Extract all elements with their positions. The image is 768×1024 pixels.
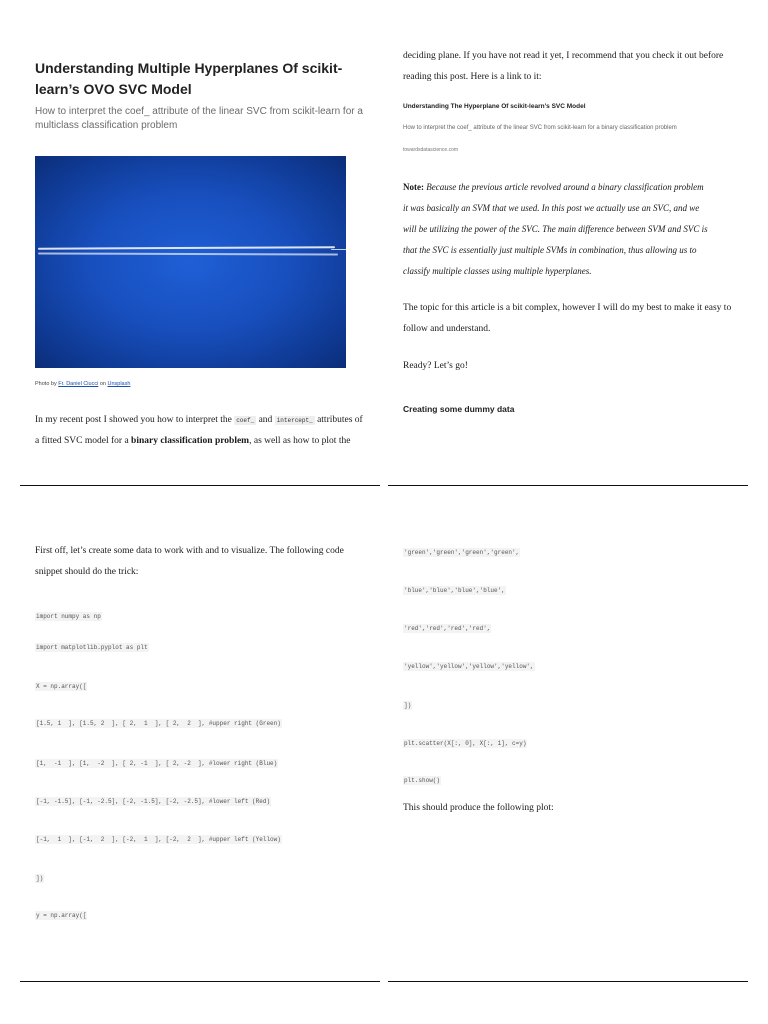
note-label: Note: <box>403 182 424 192</box>
page2-opening <box>403 46 748 88</box>
article-title-block <box>35 58 345 100</box>
photographer-link[interactable]: Fr. Daniel Ciucci <box>58 381 99 387</box>
note-line: will be utilizing the power of the SVC. The main difference between SVM and SVC is <box>403 224 708 234</box>
code-line: import matplotlib.pyplot as plt <box>36 644 148 651</box>
page-divider <box>20 981 380 982</box>
code-line: 'blue','blue','blue','blue', <box>404 587 505 594</box>
note-line: that the SVC is essentially just multiple SVMs in combination, thus allowing us to <box>403 245 697 255</box>
inline-code-coef: coef_ <box>236 417 255 424</box>
code-line: plt.scatter(X[:, 0], X[:, 1], c=y) <box>404 740 527 747</box>
contrail-tip <box>331 249 346 250</box>
page-divider <box>388 485 748 486</box>
note-line: Because the previous article revolved around a binary classification problem <box>424 182 704 192</box>
code-line: X = np.array([ <box>36 683 87 690</box>
body-line: First off, let’s create some data to work with and to visualize. The following code <box>35 546 344 556</box>
caption-prefix: Photo by <box>35 381 59 387</box>
code-line: ]) <box>36 875 44 882</box>
article-subtitle-block <box>35 105 365 133</box>
hero-image <box>35 156 346 368</box>
topic-paragraph <box>403 298 748 340</box>
page3-intro <box>35 541 380 583</box>
link-card-title: Understanding The Hyperplane Of scikit-learn’s SVC Model <box>403 103 586 110</box>
ready-text: Ready? Let’s go! <box>403 361 468 371</box>
contrail-line <box>38 246 335 250</box>
body-line: deciding plane. If you have not read it yet, I recommend that you check it out before <box>403 51 724 61</box>
intro-text: and <box>256 415 275 425</box>
code-line: y = np.array([ <box>36 912 87 919</box>
intro-text: , as well as how to plot the <box>249 436 351 446</box>
intro-text: In my recent post I showed you how to interpret the <box>35 415 235 425</box>
intro-text: a fitted SVC model for a <box>35 436 132 446</box>
inline-code-intercept: intercept_ <box>276 417 313 424</box>
intro-paragraph <box>35 410 380 452</box>
code-line: [-1, 1 ], [-1, 2 ], [-2, 1 ], [-2, 2 ], #upper left (Yellow) <box>36 836 281 843</box>
code-line: 'yellow','yellow','yellow','yellow', <box>404 663 534 670</box>
contrail-line <box>38 252 338 255</box>
code-line: ]) <box>404 702 412 709</box>
code-line: [1, -1 ], [1, -2 ], [ 2, -1 ], [ 2, -2 ], #lower right (Blue) <box>36 760 278 767</box>
outro-text: This should produce the following plot: <box>403 803 554 813</box>
link-card[interactable] <box>403 103 748 153</box>
code-line: 'red','red','red','red', <box>404 625 491 632</box>
note-block <box>403 177 748 282</box>
link-card-description: How to interpret the coef_ attribute of the linear SVC from scikit-learn for a binary classification problem <box>403 125 677 131</box>
note-line: classify multiple classes using multiple hyperplanes. <box>403 266 592 276</box>
page4-outro <box>403 798 554 819</box>
image-caption <box>35 381 130 387</box>
intro-text: attributes of <box>314 415 363 425</box>
caption-middle: on <box>98 381 108 387</box>
code-line: [-1, -1.5], [-1, -2.5], [-2, -1.5], [-2, -2.5], #lower left (Red) <box>36 798 271 805</box>
page-divider <box>20 485 380 486</box>
topic-line: The topic for this article is a bit complex, however I will do my best to make it easy to <box>403 303 732 313</box>
code-line: [1.5, 1 ], [1.5, 2 ], [ 2, 1 ], [ 2, 2 ], #upper right (Green) <box>36 720 281 727</box>
page-divider <box>388 981 748 982</box>
article-title: Understanding Multiple Hyperplanes Of scikit-learn’s OVO SVC Model <box>35 60 343 97</box>
unsplash-link[interactable]: Unsplash <box>107 381 131 387</box>
body-line: snippet should do the trick: <box>35 567 139 577</box>
code-line: 'green','green','green','green', <box>404 549 520 556</box>
intro-bold: binary classification problem <box>131 436 250 446</box>
section-heading: Creating some dummy data <box>403 404 515 414</box>
ready-paragraph <box>403 356 468 377</box>
body-line: reading this post. Here is a link to it: <box>403 72 542 82</box>
code-line: plt.show() <box>404 777 441 784</box>
link-card-domain: towardsdatascience.com <box>403 147 459 153</box>
article-subtitle: How to interpret the coef_ attribute of the linear SVC from scikit-learn for a multiclass classification problem <box>35 106 363 131</box>
code-line: import numpy as np <box>36 613 101 620</box>
note-line: it was basically an SVM that we used. In this post we actually use an SVC, and we <box>403 203 700 213</box>
topic-line: follow and understand. <box>403 324 491 334</box>
